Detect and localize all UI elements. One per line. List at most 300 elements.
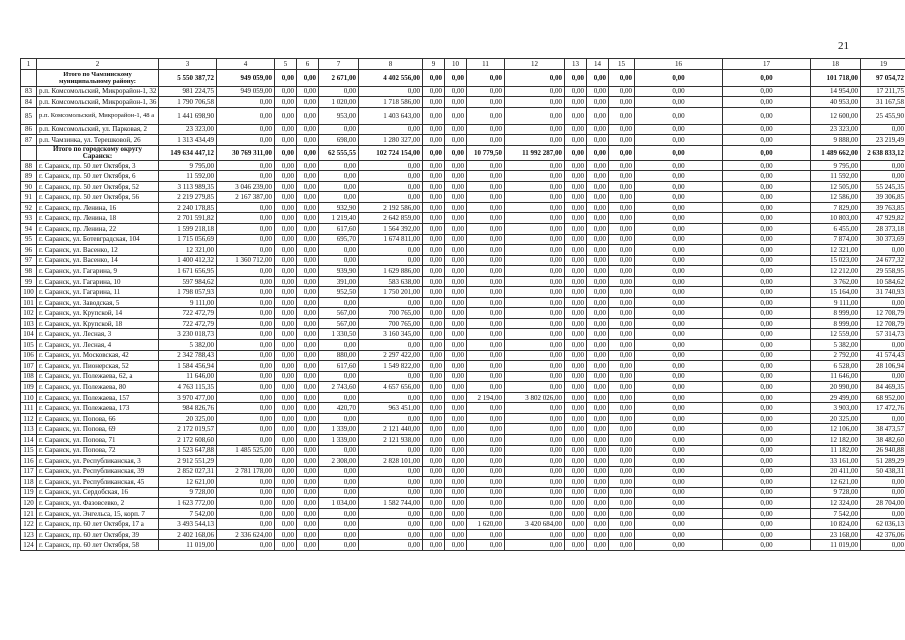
amount-cell: 0,00 <box>587 234 609 245</box>
amount-cell: 0,00 <box>423 145 445 160</box>
amount-cell: 0,00 <box>445 424 467 435</box>
amount-cell: 0,00 <box>587 371 609 382</box>
table-row <box>21 466 905 477</box>
amount-cell: 0,00 <box>297 181 319 192</box>
amount-cell: 2 701 591,82 <box>159 213 217 224</box>
amount-cell: 0,00 <box>445 350 467 361</box>
table-row <box>21 107 905 124</box>
amount-cell: 0,00 <box>635 297 723 308</box>
column-number: 17 <box>723 59 811 70</box>
amount-cell: 0,00 <box>359 445 423 456</box>
amount-cell: 0,00 <box>565 318 587 329</box>
amount-cell: 5 382,00 <box>811 340 861 351</box>
amount-cell: 0,00 <box>723 86 811 97</box>
amount-cell: 617,60 <box>319 361 359 372</box>
amount-cell: 0,00 <box>635 424 723 435</box>
address-cell: г. Саранск, ул. Ботевградская, 104 <box>37 234 159 245</box>
amount-cell: 0,00 <box>297 434 319 445</box>
amount-cell: 0,00 <box>275 361 297 372</box>
amount-cell: 0,00 <box>587 124 609 135</box>
amount-cell: 7 542,00 <box>159 508 217 519</box>
amount-cell: 0,00 <box>217 213 275 224</box>
amount-cell: 0,00 <box>319 340 359 351</box>
amount-cell: 0,00 <box>505 466 565 477</box>
amount-cell: 1 629 886,00 <box>359 266 423 277</box>
amount-cell: 0,00 <box>445 413 467 424</box>
amount-cell: 0,00 <box>609 487 635 498</box>
amount-cell: 0,00 <box>587 192 609 203</box>
amount-cell: 28 373,18 <box>861 224 905 235</box>
address-cell: г. Саранск, пр. Ленина, 18 <box>37 213 159 224</box>
amount-cell: 0,00 <box>635 413 723 424</box>
amount-cell: 0,00 <box>609 202 635 213</box>
amount-cell: 0,00 <box>297 234 319 245</box>
amount-cell: 0,00 <box>467 371 505 382</box>
amount-cell: 0,00 <box>723 424 811 435</box>
row-number: 120 <box>21 498 37 509</box>
amount-cell: 1 584 456,94 <box>159 361 217 372</box>
amount-cell: 1 219,40 <box>319 213 359 224</box>
amount-cell: 9 888,00 <box>811 135 861 146</box>
amount-cell: 0,00 <box>723 403 811 414</box>
amount-cell: 17 472,76 <box>861 403 905 414</box>
address-cell: г. Саранск, ул. Республиканская, 39 <box>37 466 159 477</box>
amount-cell: 0,00 <box>297 276 319 287</box>
amount-cell: 0,00 <box>565 445 587 456</box>
amount-cell: 7 874,00 <box>811 234 861 245</box>
table-row <box>21 297 905 308</box>
address-cell: г. Саранск, ул. Полежаева, 173 <box>37 403 159 414</box>
amount-cell: 0,00 <box>359 124 423 135</box>
amount-cell: 0,00 <box>587 202 609 213</box>
amount-cell: 20 325,00 <box>159 413 217 424</box>
amount-cell: 0,00 <box>467 192 505 203</box>
amount-cell: 952,50 <box>319 287 359 298</box>
amount-cell: 0,00 <box>505 382 565 393</box>
address-cell: г. Саранск, ул. Васенко, 12 <box>37 245 159 256</box>
amount-cell: 0,00 <box>565 255 587 266</box>
amount-cell: 0,00 <box>445 234 467 245</box>
amount-cell: 0,00 <box>609 297 635 308</box>
amount-cell: 0,00 <box>587 69 609 86</box>
amount-cell: 567,00 <box>319 308 359 319</box>
amount-cell: 0,00 <box>467 445 505 456</box>
amount-cell: 0,00 <box>723 308 811 319</box>
amount-cell: 0,00 <box>565 456 587 467</box>
amount-cell: 932,90 <box>319 202 359 213</box>
amount-cell: 2 121 440,00 <box>359 424 423 435</box>
amount-cell: 0,00 <box>467 487 505 498</box>
amount-cell: 0,00 <box>609 255 635 266</box>
amount-cell: 3 493 544,13 <box>159 519 217 530</box>
amount-cell: 2 172 608,60 <box>159 434 217 445</box>
amount-cell: 0,00 <box>467 276 505 287</box>
address-cell: г. Саранск, ул. Республиканская, 45 <box>37 477 159 488</box>
amount-cell: 0,00 <box>587 160 609 171</box>
amount-cell: 0,00 <box>275 297 297 308</box>
amount-cell: 391,00 <box>319 276 359 287</box>
amount-cell: 0,00 <box>297 466 319 477</box>
amount-cell: 0,00 <box>423 445 445 456</box>
subtotal-row <box>21 145 905 160</box>
amount-cell: 38 473,57 <box>861 424 905 435</box>
amount-cell: 0,00 <box>635 202 723 213</box>
amount-cell: 0,00 <box>505 329 565 340</box>
table-row <box>21 498 905 509</box>
table-row <box>21 477 905 488</box>
amount-cell: 0,00 <box>423 403 445 414</box>
amount-cell: 0,00 <box>297 508 319 519</box>
amount-cell: 0,00 <box>423 466 445 477</box>
amount-cell: 0,00 <box>505 192 565 203</box>
amount-cell: 0,00 <box>423 540 445 551</box>
amount-cell: 0,00 <box>565 308 587 319</box>
amount-cell: 0,00 <box>217 107 275 124</box>
table-row <box>21 266 905 277</box>
row-number: 85 <box>21 107 37 124</box>
amount-cell: 62 555,55 <box>319 145 359 160</box>
address-cell: г. Саранск, пр. 60 лет Октября, 39 <box>37 529 159 540</box>
amount-cell: 2 297 422,00 <box>359 350 423 361</box>
amount-cell: 28 704,00 <box>861 498 905 509</box>
amount-cell: 12 321,00 <box>159 245 217 256</box>
amount-cell: 11 592,00 <box>811 171 861 182</box>
amount-cell: 0,00 <box>297 266 319 277</box>
amount-cell: 953,00 <box>319 107 359 124</box>
amount-cell: 1 339,00 <box>319 424 359 435</box>
table-row <box>21 181 905 192</box>
amount-cell: 0,00 <box>275 413 297 424</box>
amount-cell: 1 620,00 <box>467 519 505 530</box>
amount-cell: 0,00 <box>359 340 423 351</box>
amount-cell: 0,00 <box>505 498 565 509</box>
amount-cell: 0,00 <box>635 371 723 382</box>
table-row <box>21 255 905 266</box>
amount-cell: 0,00 <box>467 107 505 124</box>
row-number: 95 <box>21 234 37 245</box>
amount-cell: 0,00 <box>217 124 275 135</box>
amount-cell: 567,00 <box>319 318 359 329</box>
amount-cell: 2 852 027,31 <box>159 466 217 477</box>
amount-cell: 41 574,43 <box>861 350 905 361</box>
row-number: 115 <box>21 445 37 456</box>
amount-cell: 0,00 <box>275 498 297 509</box>
amount-cell: 0,00 <box>635 466 723 477</box>
amount-cell: 0,00 <box>723 392 811 403</box>
amount-cell: 0,00 <box>505 540 565 551</box>
amount-cell: 2 192 586,00 <box>359 202 423 213</box>
amount-cell: 0,00 <box>565 245 587 256</box>
row-number: 105 <box>21 340 37 351</box>
amount-cell: 0,00 <box>609 361 635 372</box>
amount-cell: 963 451,00 <box>359 403 423 414</box>
amount-cell: 617,60 <box>319 224 359 235</box>
amount-cell: 0,00 <box>217 224 275 235</box>
amount-cell: 0,00 <box>587 97 609 108</box>
amount-cell: 722 472,79 <box>159 318 217 329</box>
amount-cell: 0,00 <box>467 540 505 551</box>
amount-cell: 0,00 <box>723 413 811 424</box>
amount-cell: 0,00 <box>297 519 319 530</box>
amount-cell: 0,00 <box>609 308 635 319</box>
amount-cell: 0,00 <box>565 403 587 414</box>
table-row <box>21 487 905 498</box>
amount-cell: 0,00 <box>587 329 609 340</box>
amount-cell: 10 779,50 <box>467 145 505 160</box>
amount-cell: 2 743,60 <box>319 382 359 393</box>
amount-cell: 0,00 <box>635 477 723 488</box>
amount-cell: 0,00 <box>609 498 635 509</box>
amount-cell: 0,00 <box>635 213 723 224</box>
amount-cell: 0,00 <box>217 456 275 467</box>
amount-cell: 0,00 <box>587 498 609 509</box>
amount-cell: 2 240 178,85 <box>159 202 217 213</box>
amount-cell: 0,00 <box>445 340 467 351</box>
amount-cell: 0,00 <box>587 308 609 319</box>
amount-cell: 0,00 <box>565 234 587 245</box>
amount-cell: 0,00 <box>445 255 467 266</box>
amount-cell: 0,00 <box>565 382 587 393</box>
amount-cell: 3 113 989,35 <box>159 181 217 192</box>
amount-cell: 0,00 <box>423 107 445 124</box>
amount-cell: 0,00 <box>217 382 275 393</box>
amount-cell: 0,00 <box>635 86 723 97</box>
amount-cell: 1 020,00 <box>319 97 359 108</box>
amount-cell: 1 750 201,00 <box>359 287 423 298</box>
amount-cell: 0,00 <box>423 297 445 308</box>
amount-cell: 0,00 <box>723 487 811 498</box>
amount-cell: 10 803,00 <box>811 213 861 224</box>
amount-cell: 0,00 <box>445 434 467 445</box>
amount-cell: 0,00 <box>423 276 445 287</box>
amount-cell: 0,00 <box>297 287 319 298</box>
amount-cell: 0,00 <box>723 434 811 445</box>
amount-cell: 0,00 <box>319 529 359 540</box>
amount-cell: 0,00 <box>635 255 723 266</box>
amount-cell: 0,00 <box>297 124 319 135</box>
amount-cell: 4 763 115,35 <box>159 382 217 393</box>
amount-cell: 0,00 <box>423 86 445 97</box>
amount-cell: 0,00 <box>861 371 905 382</box>
amount-cell: 0,00 <box>467 69 505 86</box>
amount-cell: 0,00 <box>467 97 505 108</box>
amount-cell: 25 455,90 <box>861 107 905 124</box>
table-row <box>21 392 905 403</box>
amount-cell: 0,00 <box>505 86 565 97</box>
amount-cell: 0,00 <box>609 181 635 192</box>
amount-cell: 9 111,00 <box>811 297 861 308</box>
amount-cell: 101 718,00 <box>811 69 861 86</box>
address-cell: г. Саранск, ул. Республиканская, 3 <box>37 456 159 467</box>
amount-cell: 0,00 <box>723 266 811 277</box>
amount-cell: 0,00 <box>217 403 275 414</box>
amount-cell: 0,00 <box>275 382 297 393</box>
amount-cell: 0,00 <box>505 445 565 456</box>
amount-cell: 2 828 101,00 <box>359 456 423 467</box>
amount-cell: 20 990,00 <box>811 382 861 393</box>
column-number: 3 <box>159 59 217 70</box>
amount-cell: 2 912 551,29 <box>159 456 217 467</box>
amount-cell: 0,00 <box>297 382 319 393</box>
amount-cell: 0,00 <box>217 487 275 498</box>
row-number: 117 <box>21 466 37 477</box>
amount-cell: 0,00 <box>217 508 275 519</box>
amount-cell: 0,00 <box>587 318 609 329</box>
amount-cell: 0,00 <box>423 234 445 245</box>
amount-cell: 0,00 <box>635 529 723 540</box>
amount-cell: 0,00 <box>297 224 319 235</box>
amount-cell: 0,00 <box>275 266 297 277</box>
amount-cell: 0,00 <box>217 135 275 146</box>
amount-cell: 0,00 <box>217 519 275 530</box>
amount-cell: 0,00 <box>359 466 423 477</box>
amount-cell: 0,00 <box>723 287 811 298</box>
amount-cell: 0,00 <box>587 361 609 372</box>
address-cell: г. Саранск, ул. Полежаева, 80 <box>37 382 159 393</box>
amount-cell: 0,00 <box>635 382 723 393</box>
amount-cell: 0,00 <box>423 171 445 182</box>
amount-cell: 0,00 <box>505 340 565 351</box>
amount-cell: 0,00 <box>445 466 467 477</box>
amount-cell: 0,00 <box>359 86 423 97</box>
amount-cell: 23 323,00 <box>159 124 217 135</box>
amount-cell: 0,00 <box>635 350 723 361</box>
amount-cell: 0,00 <box>445 224 467 235</box>
amount-cell: 0,00 <box>319 508 359 519</box>
amount-cell: 0,00 <box>723 508 811 519</box>
amount-cell: 0,00 <box>467 234 505 245</box>
amount-cell: 0,00 <box>297 529 319 540</box>
amount-cell: 0,00 <box>635 487 723 498</box>
amount-cell: 0,00 <box>297 371 319 382</box>
row-number: 113 <box>21 424 37 435</box>
amount-cell: 1 485 525,00 <box>217 445 275 456</box>
amount-cell: 949 059,00 <box>217 86 275 97</box>
amount-cell: 0,00 <box>275 466 297 477</box>
amount-cell: 0,00 <box>319 413 359 424</box>
amount-cell: 12 321,00 <box>811 245 861 256</box>
amount-cell: 0,00 <box>565 124 587 135</box>
amount-cell: 5 382,00 <box>159 340 217 351</box>
amount-cell: 0,00 <box>505 287 565 298</box>
row-number: 89 <box>21 171 37 182</box>
amount-cell: 0,00 <box>505 245 565 256</box>
amount-cell: 0,00 <box>275 213 297 224</box>
address-cell: г. Саранск, пр. 60 лет Октября, 58 <box>37 540 159 551</box>
amount-cell: 0,00 <box>861 340 905 351</box>
amount-cell: 0,00 <box>319 160 359 171</box>
amount-cell: 0,00 <box>359 477 423 488</box>
amount-cell: 0,00 <box>609 86 635 97</box>
address-cell: г. Саранск, ул. Лесная, 4 <box>37 340 159 351</box>
amount-cell: 0,00 <box>445 361 467 372</box>
amount-cell: 0,00 <box>723 445 811 456</box>
amount-cell: 695,70 <box>319 234 359 245</box>
amount-cell: 0,00 <box>635 340 723 351</box>
amount-cell: 0,00 <box>297 297 319 308</box>
amount-cell: 0,00 <box>359 181 423 192</box>
amount-cell: 0,00 <box>445 245 467 256</box>
amount-cell: 0,00 <box>635 403 723 414</box>
amount-cell: 0,00 <box>609 69 635 86</box>
row-number: 97 <box>21 255 37 266</box>
amount-cell: 8 999,00 <box>811 308 861 319</box>
amount-cell: 0,00 <box>423 371 445 382</box>
amount-cell: 0,00 <box>217 329 275 340</box>
amount-cell: 0,00 <box>297 350 319 361</box>
amount-cell: 12 559,00 <box>811 329 861 340</box>
column-number: 7 <box>319 59 359 70</box>
address-cell: г. Саранск, пр. Ленина, 22 <box>37 224 159 235</box>
amount-cell: 0,00 <box>297 477 319 488</box>
amount-cell: 0,00 <box>635 69 723 86</box>
table-row <box>21 318 905 329</box>
amount-cell: 0,00 <box>217 350 275 361</box>
amount-cell: 20 411,00 <box>811 466 861 477</box>
amount-cell: 0,00 <box>861 540 905 551</box>
amount-cell: 0,00 <box>635 434 723 445</box>
amount-cell: 0,00 <box>587 276 609 287</box>
amount-cell: 0,00 <box>467 340 505 351</box>
page-number: 21 <box>838 40 849 52</box>
amount-cell: 0,00 <box>467 403 505 414</box>
amount-cell: 0,00 <box>423 361 445 372</box>
amount-cell: 0,00 <box>505 213 565 224</box>
amount-cell: 0,00 <box>445 97 467 108</box>
amount-cell: 0,00 <box>275 403 297 414</box>
amount-cell: 11 646,00 <box>811 371 861 382</box>
amount-cell: 0,00 <box>275 318 297 329</box>
amount-cell: 0,00 <box>587 350 609 361</box>
amount-cell: 1 403 643,00 <box>359 107 423 124</box>
amount-cell: 0,00 <box>319 124 359 135</box>
amount-cell: 0,00 <box>217 160 275 171</box>
row-number: 122 <box>21 519 37 530</box>
amount-cell: 0,00 <box>861 124 905 135</box>
amount-cell: 0,00 <box>609 477 635 488</box>
amount-cell: 0,00 <box>275 508 297 519</box>
table-row <box>21 160 905 171</box>
amount-cell: 0,00 <box>445 181 467 192</box>
amount-cell: 4 657 656,00 <box>359 382 423 393</box>
amount-cell: 0,00 <box>217 424 275 435</box>
amount-cell: 0,00 <box>861 477 905 488</box>
amount-cell: 0,00 <box>505 160 565 171</box>
amount-cell: 0,00 <box>635 124 723 135</box>
amount-cell: 4 402 556,00 <box>359 69 423 86</box>
amount-cell: 0,00 <box>467 529 505 540</box>
table-row <box>21 171 905 182</box>
amount-cell: 0,00 <box>467 135 505 146</box>
address-cell: г. Саранск, пр. 50 лет Октября, 6 <box>37 171 159 182</box>
amount-cell: 0,00 <box>217 266 275 277</box>
table-row <box>21 445 905 456</box>
amount-cell: 0,00 <box>609 287 635 298</box>
amount-cell: 3 970 477,00 <box>159 392 217 403</box>
amount-cell: 0,00 <box>723 245 811 256</box>
row-number: 121 <box>21 508 37 519</box>
amount-cell: 0,00 <box>467 382 505 393</box>
address-cell: г. Саранск, ул. Лесная, 3 <box>37 329 159 340</box>
amount-cell: 0,00 <box>275 445 297 456</box>
row-number: 93 <box>21 213 37 224</box>
column-number: 19 <box>861 59 905 70</box>
amount-cell: 12 586,00 <box>811 192 861 203</box>
amount-cell: 0,00 <box>723 213 811 224</box>
address-cell: г. Саранск, ул. Гагарина, 11 <box>37 287 159 298</box>
amount-cell: 0,00 <box>423 350 445 361</box>
amount-cell: 0,00 <box>445 329 467 340</box>
